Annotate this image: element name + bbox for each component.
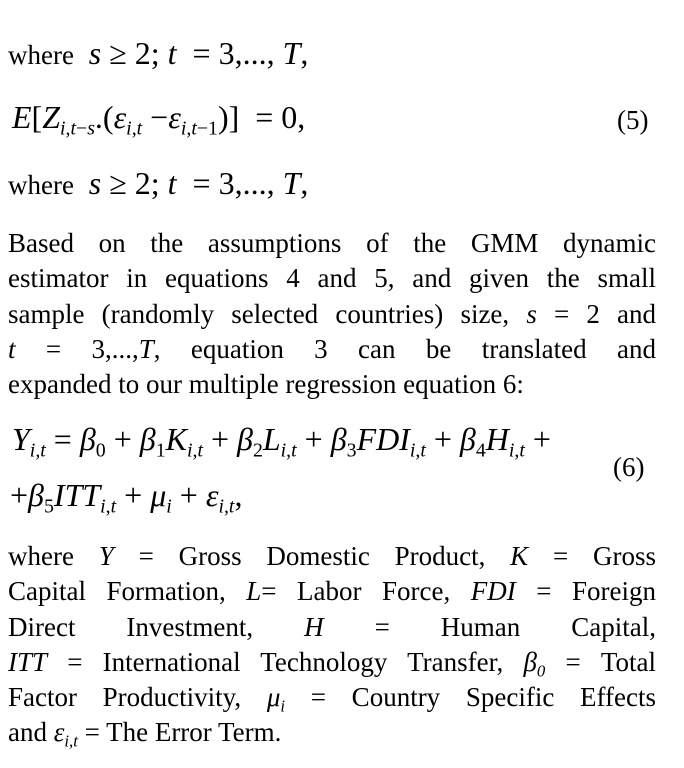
equation-6-number: (6)	[613, 452, 645, 482]
paragraph-line: Capital Formation, L= Labor Force, FDI = Foreign	[8, 576, 656, 607]
where-word: where	[8, 40, 74, 70]
paragraph-line: estimator in equations 4 and 5, and given the small	[8, 263, 656, 294]
paragraph-line: and $\varepsilon_{i,t}$ = The Error Term.	[8, 717, 282, 751]
paragraph-line: Based on the assumptions of the GMM dynamic	[8, 228, 656, 258]
paragraph-line: where Y = Gross Domestic Product, K = Gross	[8, 541, 656, 571]
equation-6-line-1: $Y_{i,t} = \beta_0 + \beta_1K_{i,t} + \beta_2L_{i,t} + \beta_3FDI_{i,t} + \beta_4H_{i,t}$ +	[12, 421, 551, 462]
paragraph-gmm-assumptions	[8, 226, 656, 402]
equation-5: $E[Z_{i,t-s}.(\varepsilon_{i,t} -\varepsilon_{i,t-1})] = 0$,	[12, 99, 306, 140]
equation-5-number: (5)	[617, 105, 649, 135]
where-condition-line-1	[8, 37, 308, 71]
paragraph-line: sample (randomly selected countries) size, s = 2 and	[8, 298, 656, 329]
where-condition-line-2	[8, 167, 308, 201]
paragraph-line: Factor Productivity, $\mu_i$ = Country Specific Effects	[8, 682, 656, 716]
paragraph-variable-definitions	[8, 539, 656, 751]
paragraph-line: expanded to our multiple regression equation 6:	[8, 369, 524, 400]
condition-math: s ≥ 2; t = 3,..., T,	[88, 35, 309, 71]
condition-math: s ≥ 2; t = 3,..., T,	[88, 165, 309, 201]
paragraph-line: t = 3,...,T, equation 3 can be translated and	[8, 333, 656, 364]
paragraph-line: Direct Investment, H = Human Capital,	[8, 611, 656, 642]
paragraph-line: ITT = International Technology Transfer, $\beta_0$ = Total	[8, 646, 656, 681]
equation-6-line-2: $+\beta_5ITT_{i,t} + \mu_i + \varepsilon_{i,t}$,	[10, 477, 243, 518]
where-word: where	[8, 170, 74, 200]
